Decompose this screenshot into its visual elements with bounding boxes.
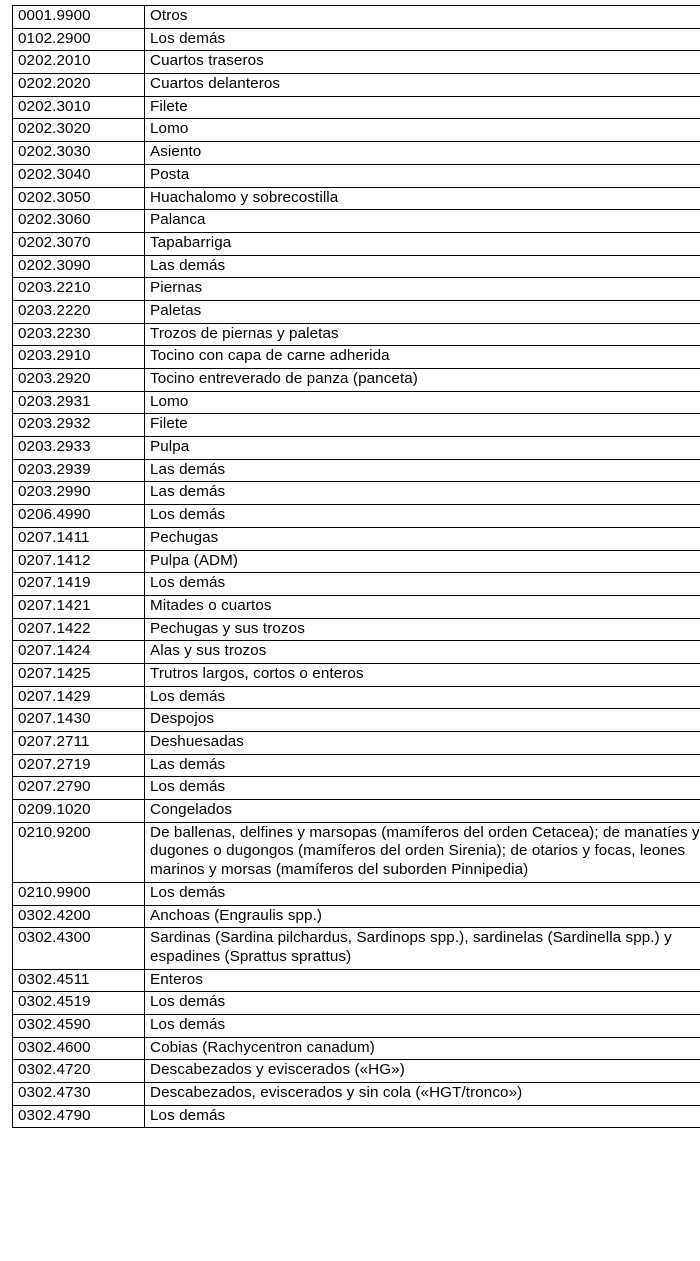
table-row: [13, 882, 700, 905]
description-cell: Descabezados y eviscerados («HG»): [145, 1060, 700, 1083]
table-row: [13, 992, 700, 1015]
table-row: [13, 505, 700, 528]
code-cell: 0203.2932: [13, 414, 145, 437]
description-cell: Tocino con capa de carne adherida: [145, 346, 700, 369]
description-cell: Trutros largos, cortos o enteros: [145, 663, 700, 686]
table-row: [13, 210, 700, 233]
table-row: [13, 777, 700, 800]
description-cell: Los demás: [145, 573, 700, 596]
description-cell: Posta: [145, 164, 700, 187]
code-cell: 0207.1421: [13, 595, 145, 618]
description-cell: Despojos: [145, 709, 700, 732]
table-row: [13, 369, 700, 392]
code-cell: 0210.9200: [13, 822, 145, 882]
description-cell: Las demás: [145, 754, 700, 777]
description-cell: Asiento: [145, 142, 700, 165]
code-cell: 0302.4300: [13, 928, 145, 969]
description-cell: Descabezados, eviscerados y sin cola («HGT/tronco»): [145, 1083, 700, 1106]
tariff-code-table: [12, 5, 700, 1128]
description-cell: Los demás: [145, 882, 700, 905]
table-row: [13, 74, 700, 97]
description-cell: Congelados: [145, 800, 700, 823]
table-row: [13, 928, 700, 969]
description-cell: Trozos de piernas y paletas: [145, 323, 700, 346]
code-cell: 0302.4511: [13, 969, 145, 992]
table-row: [13, 482, 700, 505]
table-row: [13, 732, 700, 755]
table-row: [13, 618, 700, 641]
code-cell: 0302.4790: [13, 1105, 145, 1128]
code-cell: 0203.2990: [13, 482, 145, 505]
table-row: [13, 323, 700, 346]
code-cell: 0202.3050: [13, 187, 145, 210]
code-cell: 0207.1412: [13, 550, 145, 573]
table-row: [13, 754, 700, 777]
code-cell: 0207.2790: [13, 777, 145, 800]
description-cell: Pulpa: [145, 437, 700, 460]
description-cell: Pechugas y sus trozos: [145, 618, 700, 641]
code-cell: 0207.1419: [13, 573, 145, 596]
code-cell: 0203.2920: [13, 369, 145, 392]
table-body: [13, 6, 700, 1128]
table-row: [13, 300, 700, 323]
code-cell: 0203.2210: [13, 278, 145, 301]
code-cell: 0203.2939: [13, 459, 145, 482]
code-cell: 0302.4600: [13, 1037, 145, 1060]
code-cell: 0202.3090: [13, 255, 145, 278]
description-cell: Cuartos traseros: [145, 51, 700, 74]
table-row: [13, 822, 700, 882]
table-row: [13, 6, 700, 29]
description-cell: Palanca: [145, 210, 700, 233]
table-row: [13, 800, 700, 823]
code-cell: 0302.4720: [13, 1060, 145, 1083]
table-row: [13, 119, 700, 142]
code-cell: 0203.2230: [13, 323, 145, 346]
description-cell: Las demás: [145, 459, 700, 482]
table-row: [13, 1105, 700, 1128]
description-cell: Deshuesadas: [145, 732, 700, 755]
code-cell: 0207.2719: [13, 754, 145, 777]
code-cell: 0203.2220: [13, 300, 145, 323]
table-row: [13, 346, 700, 369]
code-cell: 0207.1424: [13, 641, 145, 664]
code-cell: 0001.9900: [13, 6, 145, 29]
table-row: [13, 437, 700, 460]
table-row: [13, 663, 700, 686]
code-cell: 0202.3030: [13, 142, 145, 165]
code-cell: 0202.3040: [13, 164, 145, 187]
description-cell: Otros: [145, 6, 700, 29]
table-row: [13, 573, 700, 596]
table-row: [13, 255, 700, 278]
table-row: [13, 278, 700, 301]
table-row: [13, 709, 700, 732]
description-cell: Lomo: [145, 119, 700, 142]
code-cell: 0206.4990: [13, 505, 145, 528]
code-cell: 0202.2010: [13, 51, 145, 74]
table-row: [13, 1014, 700, 1037]
table-row: [13, 527, 700, 550]
description-cell: Cuartos delanteros: [145, 74, 700, 97]
description-cell: Pechugas: [145, 527, 700, 550]
table-row: [13, 686, 700, 709]
table-row: [13, 414, 700, 437]
description-cell: Las demás: [145, 255, 700, 278]
code-cell: 0203.2931: [13, 391, 145, 414]
code-cell: 0302.4590: [13, 1014, 145, 1037]
code-cell: 0207.1430: [13, 709, 145, 732]
code-cell: 0202.3020: [13, 119, 145, 142]
description-cell: Alas y sus trozos: [145, 641, 700, 664]
description-cell: Mitades o cuartos: [145, 595, 700, 618]
description-cell: Pulpa (ADM): [145, 550, 700, 573]
table-row: [13, 905, 700, 928]
code-cell: 0207.1422: [13, 618, 145, 641]
description-cell: Enteros: [145, 969, 700, 992]
code-cell: 0102.2900: [13, 28, 145, 51]
code-cell: 0202.2020: [13, 74, 145, 97]
description-cell: Cobias (Rachycentron canadum): [145, 1037, 700, 1060]
code-cell: 0202.3060: [13, 210, 145, 233]
description-cell: Los demás: [145, 505, 700, 528]
description-cell: Los demás: [145, 28, 700, 51]
description-cell: Las demás: [145, 482, 700, 505]
description-cell: Los demás: [145, 686, 700, 709]
code-cell: 0209.1020: [13, 800, 145, 823]
code-cell: 0203.2933: [13, 437, 145, 460]
description-cell: Anchoas (Engraulis spp.): [145, 905, 700, 928]
table-row: [13, 96, 700, 119]
code-cell: 0302.4730: [13, 1083, 145, 1106]
description-cell: Los demás: [145, 777, 700, 800]
description-cell: Tocino entreverado de panza (panceta): [145, 369, 700, 392]
table-row: [13, 142, 700, 165]
description-cell: Filete: [145, 96, 700, 119]
table-row: [13, 459, 700, 482]
code-cell: 0210.9900: [13, 882, 145, 905]
table-row: [13, 232, 700, 255]
table-row: [13, 641, 700, 664]
description-cell: Paletas: [145, 300, 700, 323]
description-cell: Huachalomo y sobrecostilla: [145, 187, 700, 210]
description-cell: Sardinas (Sardina pilchardus, Sardinops spp.), sardinelas (Sardinella spp.) y espadines (Sprattus sprattus): [145, 928, 700, 969]
code-cell: 0207.1425: [13, 663, 145, 686]
description-cell: Los demás: [145, 1014, 700, 1037]
code-cell: 0207.2711: [13, 732, 145, 755]
code-cell: 0207.1411: [13, 527, 145, 550]
table-row: [13, 595, 700, 618]
description-cell: De ballenas, delfines y marsopas (mamíferos del orden Cetacea); de manatíes y dugones o dugongos (mamíferos del orden Sirenia); de otarios y focas, leones marinos y morsas (mamíferos del suborden Pinnipedia): [145, 822, 700, 882]
code-cell: 0202.3070: [13, 232, 145, 255]
description-cell: Los demás: [145, 992, 700, 1015]
table-row: [13, 164, 700, 187]
description-cell: Piernas: [145, 278, 700, 301]
code-cell: 0203.2910: [13, 346, 145, 369]
table-row: [13, 51, 700, 74]
description-cell: Lomo: [145, 391, 700, 414]
description-cell: Los demás: [145, 1105, 700, 1128]
table-row: [13, 1037, 700, 1060]
code-cell: 0302.4519: [13, 992, 145, 1015]
code-cell: 0207.1429: [13, 686, 145, 709]
table-row: [13, 28, 700, 51]
code-cell: 0202.3010: [13, 96, 145, 119]
table-row: [13, 1083, 700, 1106]
table-row: [13, 969, 700, 992]
table-row: [13, 187, 700, 210]
table-row: [13, 391, 700, 414]
table-row: [13, 550, 700, 573]
description-cell: Filete: [145, 414, 700, 437]
description-cell: Tapabarriga: [145, 232, 700, 255]
table-row: [13, 1060, 700, 1083]
code-cell: 0302.4200: [13, 905, 145, 928]
